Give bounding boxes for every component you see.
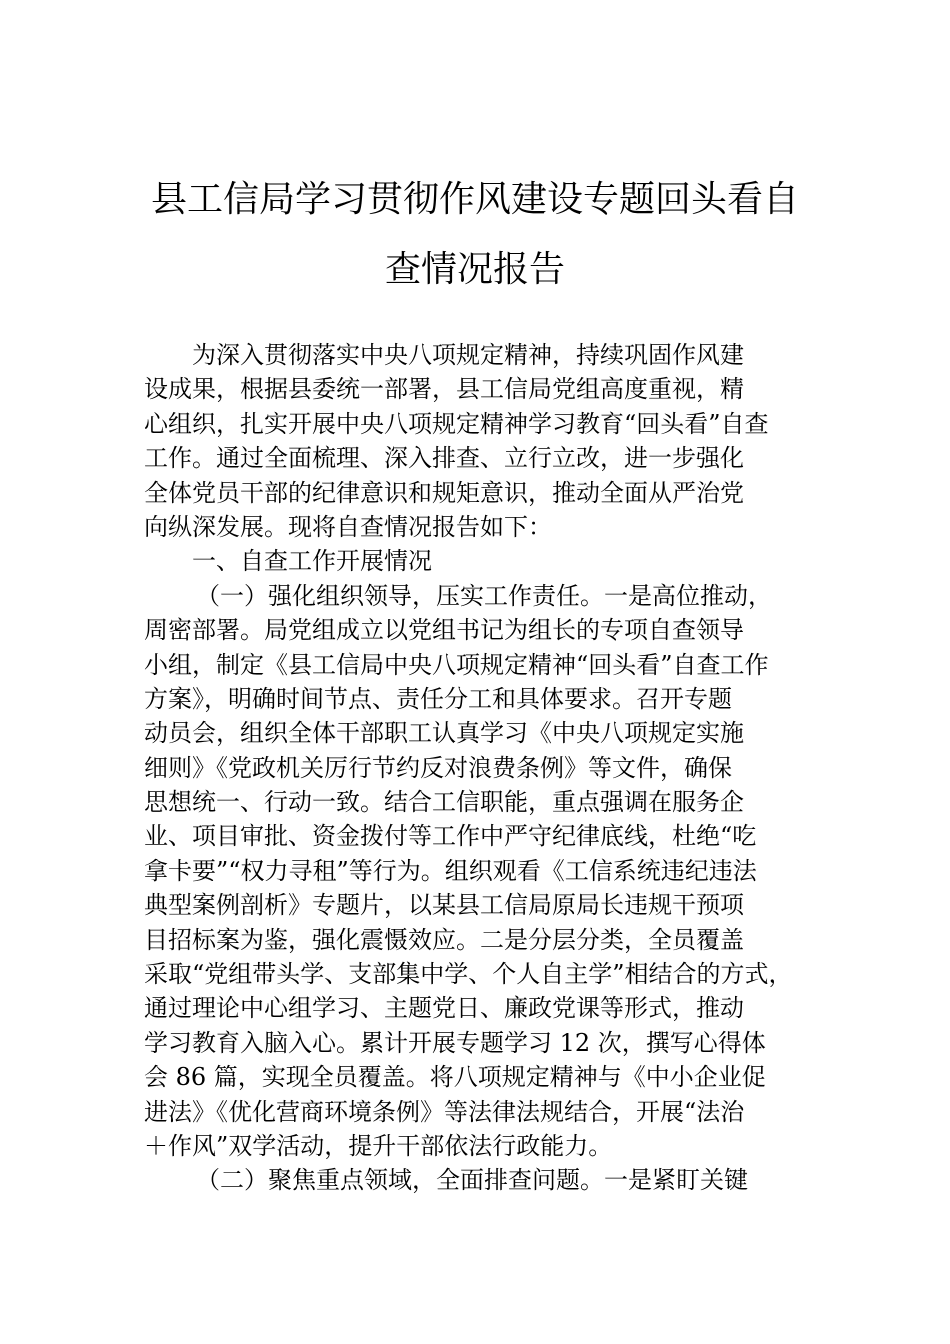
text-line: 全体党员干部的纪律意识和规矩意识，推动全面从严治党: [144, 478, 744, 507]
document-body: [144, 338, 834, 1198]
text-line: 工作。通过全面梳理、深入排查、立行立改，进一步强化: [144, 444, 744, 473]
document-title-line-2: 查情况报告: [384, 249, 565, 290]
text-line: 通过理论中心组学习、主题党日、廉政党课等形式，推动: [144, 994, 744, 1023]
section-heading: 一、自查工作开展情况: [192, 547, 432, 576]
text-line: 为深入贯彻落实中央八项规定精神，持续巩固作风建: [192, 341, 744, 369]
text-line: 心组织，扎实开展中央八项规定精神学习教育“回头看”自查: [144, 409, 769, 438]
text-line: 拿卡要”“权力寻租”等行为。组织观看《工信系统违纪违法: [144, 856, 757, 885]
document-title-line-1: 县工信局学习贯彻作风建设专题回头看自: [150, 179, 799, 220]
text-line: 业、项目审批、资金拨付等工作中严守纪律底线，杜绝“吃: [144, 822, 757, 851]
text-line: 细则》《党政机关厉行节约反对浪费条例》等文件，确保: [144, 753, 732, 782]
text-line: 向纵深发展。现将自查情况报告如下：: [144, 512, 552, 541]
text-line: （一）强化组织领导，压实工作责任。一是高位推动，: [196, 581, 772, 610]
text-line: 动员会，组织全体干部职工认真学习《中央八项规定实施: [144, 719, 744, 748]
text-line: 采取“党组带头学、支部集中学、个人自主学”相结合的方式，: [144, 960, 793, 989]
text-line: 进法》《优化营商环境条例》等法律法规结合，开展“法治: [144, 1097, 745, 1126]
text-line: 设成果，根据县委统一部署，县工信局党组高度重视，精: [144, 375, 744, 404]
text-line: 周密部署。局党组成立以党组书记为组长的专项自查领导: [144, 616, 744, 645]
text-line: 思想统一、行动一致。结合工信职能，重点强调在服务企: [144, 788, 744, 817]
text-line: 会 86 篇，实现全员覆盖。将八项规定精神与《中小企业促: [144, 1063, 766, 1092]
text-line: （二）聚焦重点领域，全面排查问题。一是紧盯关键: [196, 1166, 748, 1195]
text-line: 典型案例剖析》专题片，以某县工信局原局长违规干预项: [144, 891, 744, 920]
text-line: 小组，制定《县工信局中央八项规定精神“回头看”自查工作: [144, 650, 769, 679]
text-line: 学习教育入脑入心。累计开展专题学习 12 次，撰写心得体: [144, 1028, 766, 1057]
text-line: ＋作风”双学活动，提升干部依法行政能力。: [144, 1131, 613, 1160]
text-line: 目招标案为鉴，强化震慑效应。二是分层分类，全员覆盖: [144, 925, 744, 954]
text-line: 方案》，明确时间节点、责任分工和具体要求。召开专题: [144, 684, 732, 713]
